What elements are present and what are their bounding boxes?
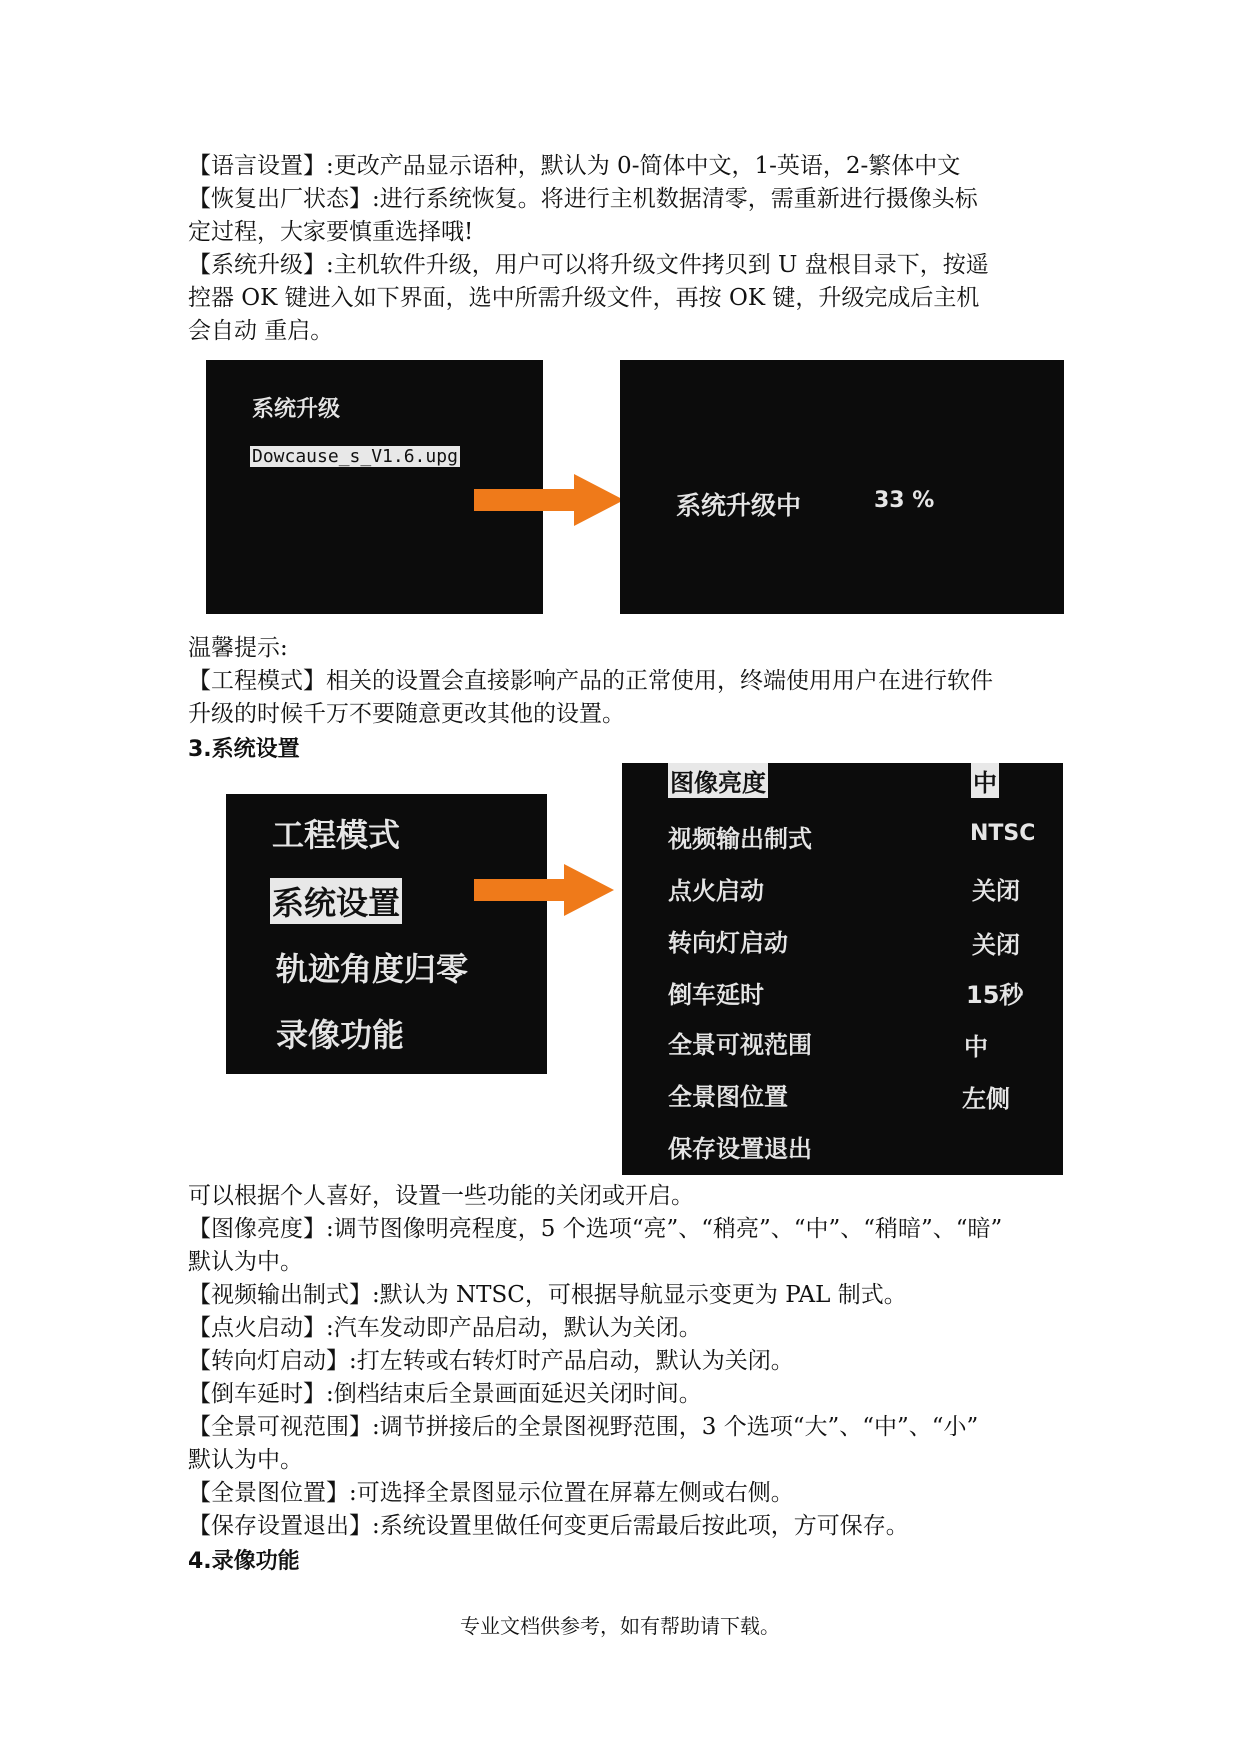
arrow-right-icon	[474, 474, 634, 526]
setting-label: 全景图位置	[668, 1083, 788, 1111]
text-line: 【恢复出厂状态】:进行系统恢复。将进行主机数据清零，需重新进行摄像头标	[188, 186, 978, 212]
section-heading: 4.录像功能	[188, 1549, 300, 1574]
page-footer: 专业文档供参考，如有帮助请下载。	[460, 1614, 780, 1638]
setting-label: 视频输出制式	[668, 825, 812, 853]
setting-value: 关闭	[972, 877, 1020, 905]
main-menu-photo	[226, 794, 547, 1074]
setting-value: 中	[971, 763, 999, 798]
menu-item: 工程模式	[272, 816, 401, 854]
upgrade-progress-photo	[620, 360, 1064, 614]
text-line: 【视频输出制式】:默认为 NTSC，可根据导航显示变更为 PAL 制式。	[188, 1282, 907, 1308]
upgrade-title: 系统升级	[252, 397, 341, 422]
setting-label: 图像亮度	[668, 763, 768, 798]
text-line: 【语言设置】:更改产品显示语种，默认为 0-简体中文，1-英语，2-繁体中文	[188, 153, 961, 179]
menu-item-selected: 系统设置	[270, 878, 402, 924]
text-line: 【全景可视范围】:调节拼接后的全景图视野范围，3 个选项“大”、“中”、“小”	[188, 1414, 979, 1440]
setting-value: NTSC	[970, 821, 1036, 846]
arrow-right-icon	[474, 864, 624, 916]
text-line: 控器 OK 键进入如下界面，选中所需升级文件，再按 OK 键，升级完成后主机	[188, 285, 980, 311]
setting-value: 左侧	[962, 1085, 1010, 1113]
setting-label: 保存设置退出	[668, 1135, 812, 1163]
setting-label: 点火启动	[668, 877, 764, 905]
menu-item: 录像功能	[276, 1016, 405, 1054]
setting-value: 关闭	[972, 931, 1020, 959]
text-line: 【图像亮度】:调节图像明亮程度，5 个选项“亮”、“稍亮”、“中”、“稍暗”、“暗”	[188, 1216, 1003, 1242]
menu-item: 轨迹角度归零	[276, 950, 469, 988]
text-line: 会自动 重启。	[188, 318, 334, 344]
progress-percent: 33 %	[874, 488, 935, 513]
setting-value: 15秒	[966, 981, 1024, 1009]
text-line: 【工程模式】相关的设置会直接影响产品的正常使用，终端使用用户在进行软件	[188, 668, 993, 694]
section-heading: 3.系统设置	[188, 737, 300, 762]
text-line: 定过程，大家要慎重选择哦!	[188, 219, 474, 245]
setting-value: 中	[964, 1033, 988, 1061]
text-line: 【系统升级】:主机软件升级，用户可以将升级文件拷贝到 U 盘根目录下，按遥	[188, 252, 989, 278]
text-line: 【倒车延时】:倒档结束后全景画面延迟关闭时间。	[188, 1381, 702, 1407]
text-line: 【全景图位置】:可选择全景图显示位置在屏幕左侧或右侧。	[188, 1480, 794, 1506]
progress-label: 系统升级中	[676, 491, 802, 520]
setting-label: 倒车延时	[668, 981, 764, 1009]
text-line: 默认为中。	[188, 1249, 303, 1275]
setting-label: 全景可视范围	[668, 1031, 812, 1059]
text-line: 【点火启动】:汽车发动即产品启动，默认为关闭。	[188, 1315, 702, 1341]
text-line: 默认为中。	[188, 1447, 303, 1473]
text-line: 温馨提示:	[188, 635, 288, 661]
setting-label: 转向灯启动	[668, 929, 788, 957]
text-line: 【保存设置退出】:系统设置里做任何变更后需最后按此项，方可保存。	[188, 1513, 909, 1539]
text-line: 可以根据个人喜好，设置一些功能的关闭或开启。	[188, 1183, 694, 1209]
settings-menu-photo	[622, 763, 1063, 1175]
text-line: 【转向灯启动】:打左转或右转灯时产品启动，默认为关闭。	[188, 1348, 794, 1374]
text-line: 升级的时候千万不要随意更改其他的设置。	[188, 701, 625, 727]
upgrade-file-item: Dowcause_s_V1.6.upg	[252, 446, 458, 467]
